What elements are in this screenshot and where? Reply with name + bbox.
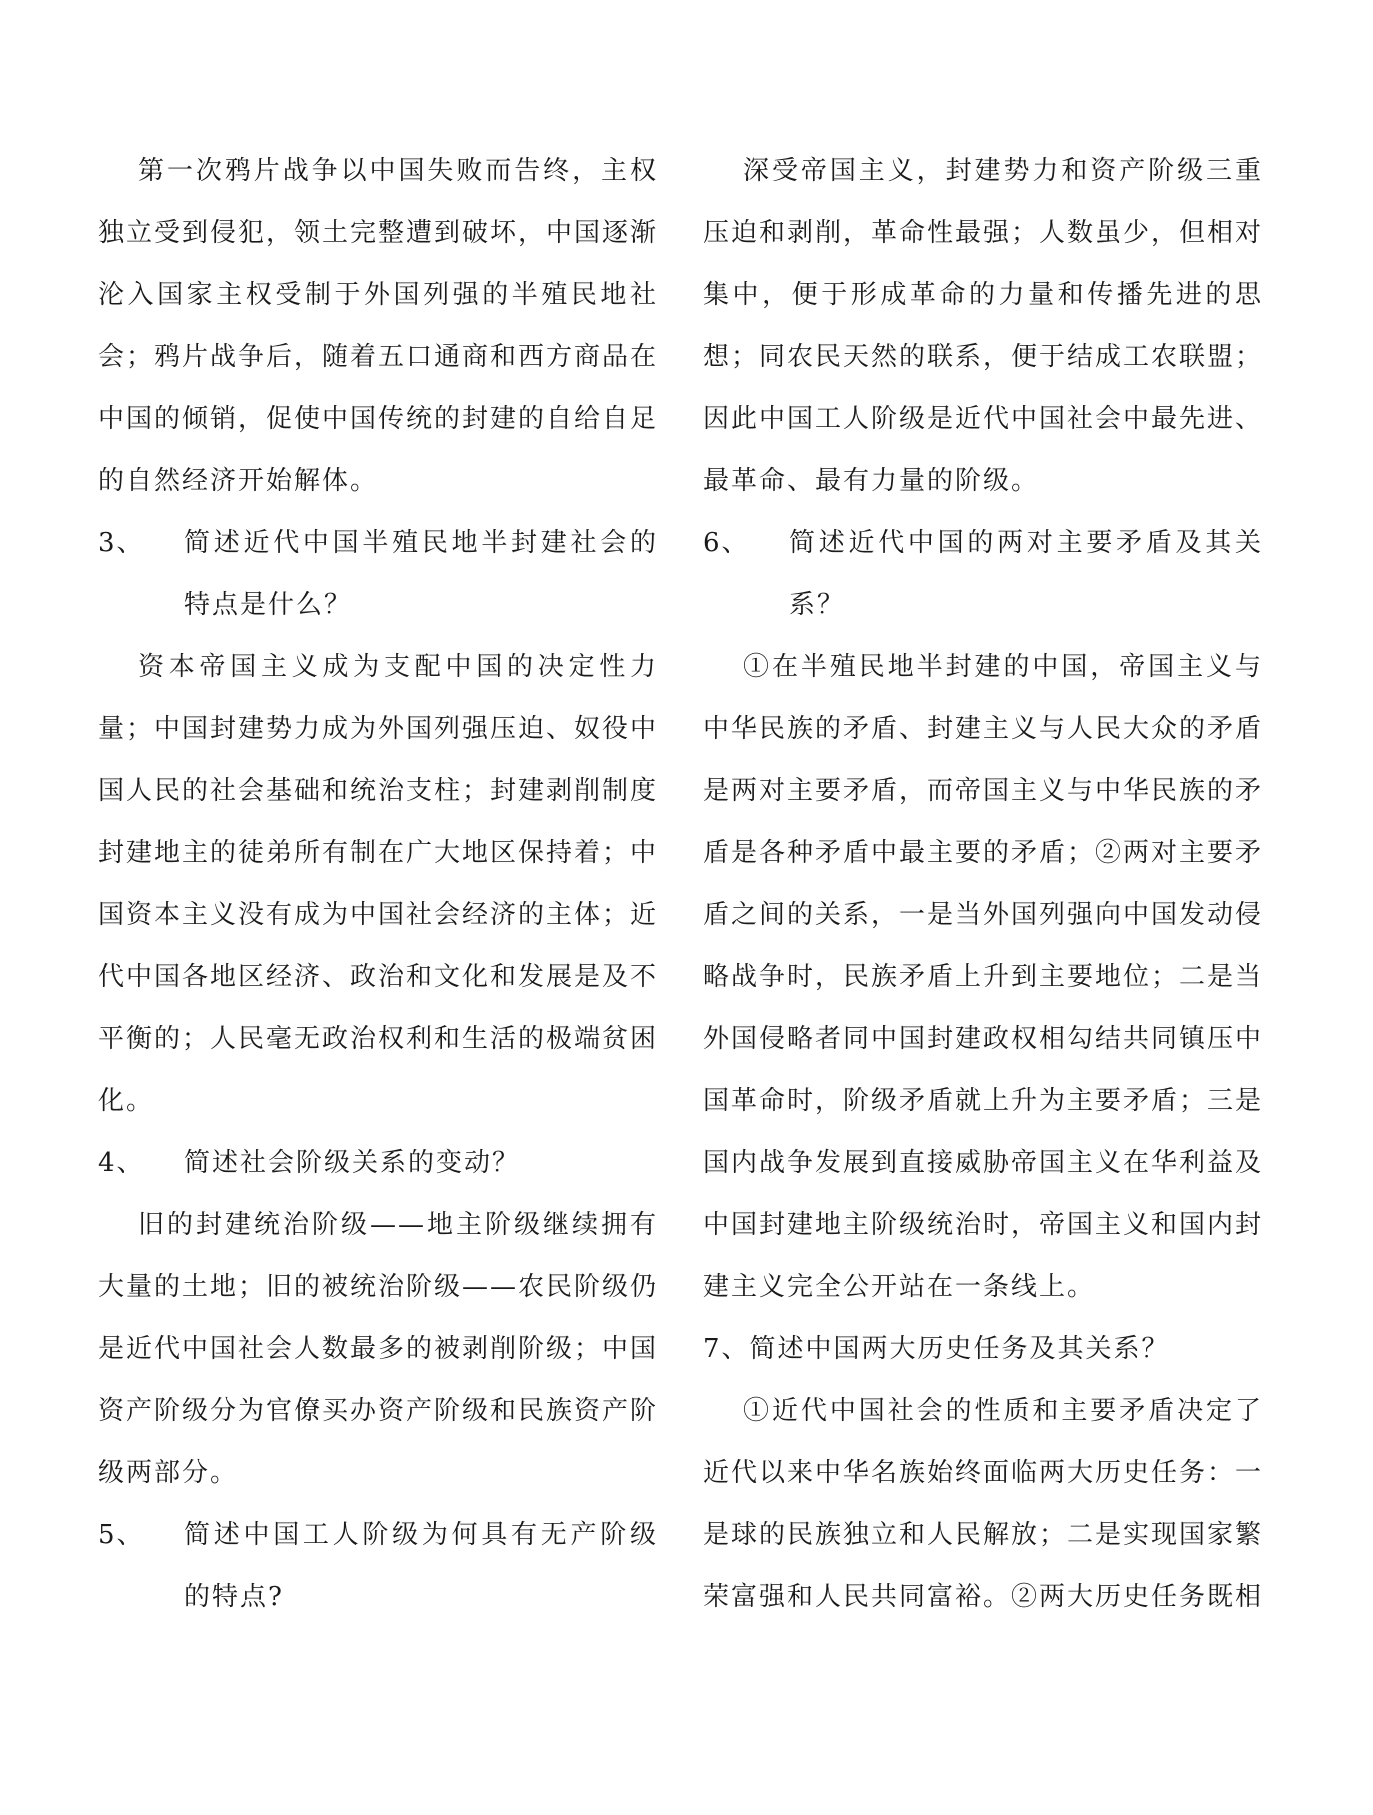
answer-4: 旧的封建统治阶级——地主阶级继续拥有大量的土地；旧的被统治阶级——农民阶级仍是近代中国社会人数最多的被剥削阶级；中国资产阶级分为官僚买办资产阶级和民族资产阶级两部分。 bbox=[98, 1210, 659, 1488]
question-5 bbox=[98, 1504, 658, 1628]
question-3-text: 简述近代中国半殖民地半封建社会的特点是什么？ bbox=[184, 528, 658, 620]
answer-3: 资本帝国主义成为支配中国的决定性力量；中国封建势力成为外国列强压迫、奴役中国人民的社会基础和统治支柱；封建剥削制度封建地主的徒弟所有制在广大地区保持着；中国资本主义没有成为中国社会经济的主体；近代中国各地区经济、政治和文化和发展是及不平衡的；人民毫无政治权利和生活的极端贫困化。 bbox=[98, 652, 659, 1116]
paragraph-opium-war: 第一次鸦片战争以中国失败而告终，主权独立受到侵犯，领土完整遭到破坏，中国逐渐沦入国家主权受制于外国列强的半殖民地社会；鸦片战争后，随着五口通商和西方商品在中国的倾销，促使中国传统的封建的自给自足的自然经济开始解体。 bbox=[98, 156, 659, 496]
question-6-text: 简述近代中国的两对主要矛盾及其关系？ bbox=[789, 528, 1263, 620]
question-5-text: 简述中国工人阶级为何具有无产阶级的特点? bbox=[184, 1520, 658, 1612]
question-3 bbox=[98, 512, 658, 636]
question-6 bbox=[703, 512, 1263, 636]
question-4 bbox=[98, 1132, 658, 1194]
answer-5: 深受帝国主义，封建势力和资产阶级三重压迫和剥削，革命性最强；人数虽少，但相对集中，便于形成革命的力量和传播先进的思想；同农民天然的联系，便于结成工农联盟；因此中国工人阶级是近代中国社会中最先进、最革命、最有力量的阶级。 bbox=[703, 156, 1264, 496]
question-6-number: 6、 bbox=[703, 528, 750, 558]
answer-7: ①近代中国社会的性质和主要矛盾决定了近代以来中华名族始终面临两大历史任务：一是球的民族独立和人民解放；二是实现国家繁荣富强和人民共同富裕。②两大历史任务既相 bbox=[703, 1396, 1264, 1612]
question-3-number: 3、 bbox=[98, 528, 145, 558]
question-7: 7、简述中国两大历史任务及其关系？ bbox=[703, 1334, 1170, 1364]
question-4-text: 简述社会阶级关系的变动？ bbox=[184, 1148, 521, 1178]
answer-6: ①在半殖民地半封建的中国，帝国主义与中华民族的矛盾、封建主义与人民大众的矛盾是两对主要矛盾，而帝国主义与中华民族的矛盾是各种矛盾中最主要的矛盾；②两对主要矛盾之间的关系，一是当外国列强向中国发动侵略战争时，民族矛盾上升到主要地位；二是当外国侵略者同中国封建政权相勾结共同镇压中国革命时，阶级矛盾就上升为主要矛盾；三是国内战争发展到直接威胁帝国主义在华利益及中国封建地主阶级统治时，帝国主义和国内封建主义完全公开站在一条线上。 bbox=[703, 652, 1264, 1302]
right-column bbox=[703, 140, 1263, 1628]
left-column bbox=[98, 140, 658, 1628]
question-4-number: 4、 bbox=[98, 1148, 145, 1178]
question-5-number: 5、 bbox=[98, 1520, 145, 1550]
